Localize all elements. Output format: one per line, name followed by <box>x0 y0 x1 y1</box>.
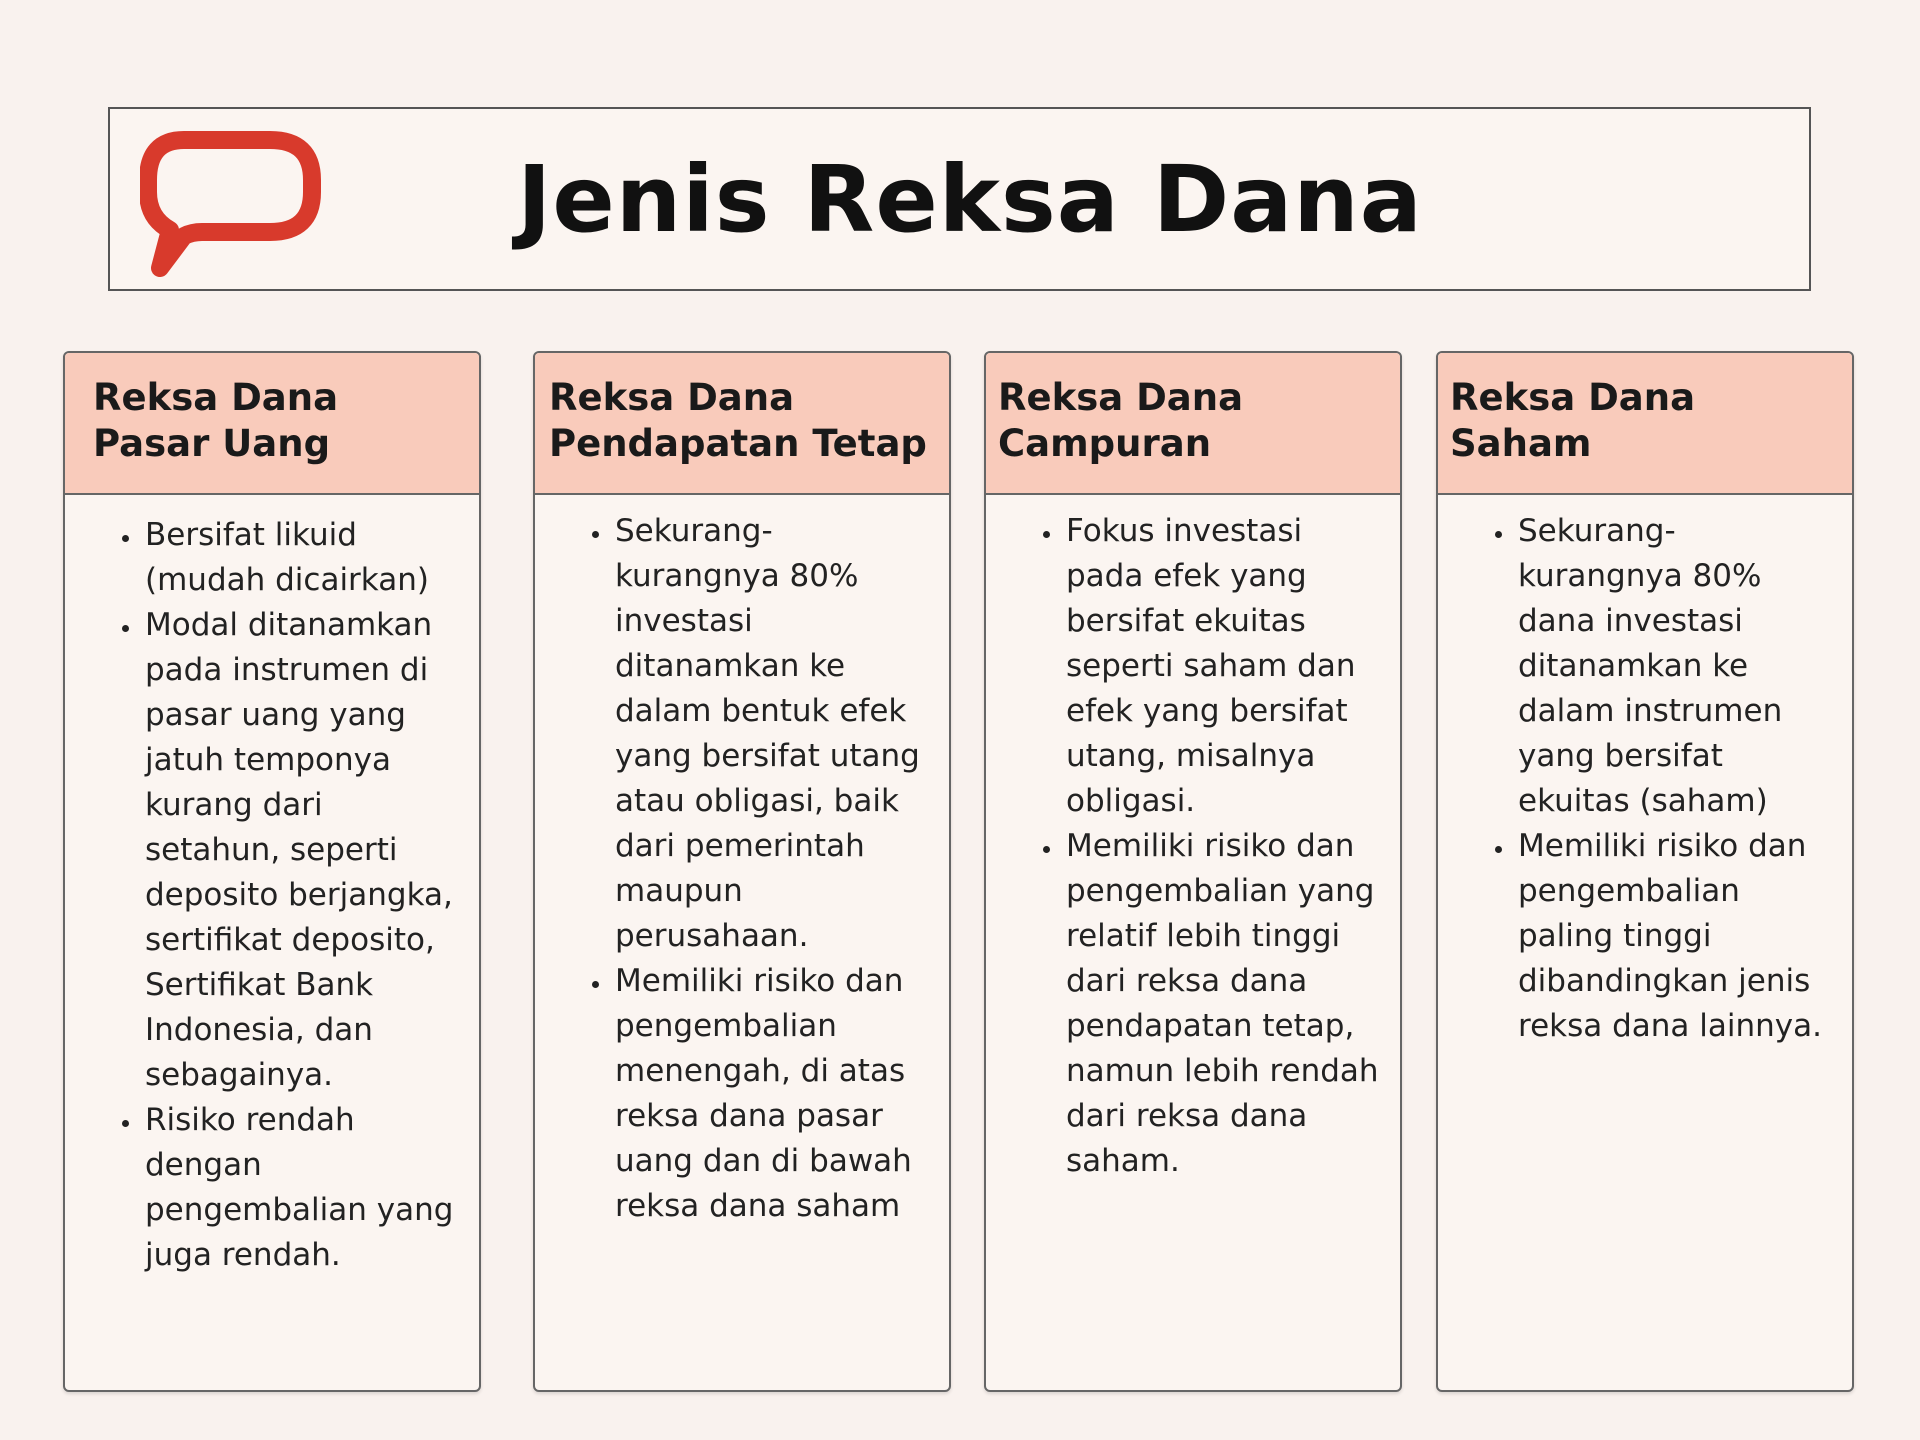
list-item: • Risiko rendah dengan pengembalian yang juga rendah. <box>143 1098 465 1278</box>
card-title-line: Pasar Uang <box>93 422 331 465</box>
card-title-line: Reksa Dana <box>93 376 339 419</box>
card-pendapatan-tetap <box>533 351 951 1392</box>
card-pasar-uang <box>63 351 481 1392</box>
list-item: • Bersifat likuid (mudah dicairkan) <box>143 513 465 603</box>
card-title-line: Reksa Dana <box>549 376 795 419</box>
bullet-list <box>1466 509 1838 1049</box>
list-item: • Fokus investasi pada efek yang bersifat ekuitas seperti saham dan efek yang bersifat utang, misalnya obligasi. <box>1064 509 1386 824</box>
list-item: • Memiliki risiko dan pengembalian yang relatif lebih tinggi dari reksa dana pendapatan tetap, namun lebih rendah dari reksa dana saham. <box>1064 824 1386 1184</box>
card-header <box>535 353 949 495</box>
card-header <box>65 353 479 495</box>
speech-bubble-icon <box>140 118 330 278</box>
list-item: • Sekurang-kurangnya 80% investasi ditanamkan ke dalam bentuk efek yang bersifat utang atau obligasi, baik dari pemerintah maupun perusahaan. <box>613 509 935 959</box>
card-body <box>65 495 479 1278</box>
card-body <box>535 495 949 1229</box>
list-item: • Modal ditanamkan pada instrumen di pasar uang yang jatuh temponya kurang dari setahun, seperti deposito berjangka, sertifikat deposito, Sertifikat Bank Indonesia, dan sebagainya. <box>143 603 465 1098</box>
card-title-line: Saham <box>1450 422 1592 465</box>
card-campuran <box>984 351 1402 1392</box>
card-title-line: Pendapatan Tetap <box>549 422 927 465</box>
list-item: • Sekurang-kurangnya 80% dana investasi ditanamkan ke dalam instrumen yang bersifat ekuitas (saham) <box>1516 509 1838 824</box>
card-title-line: Reksa Dana <box>1450 376 1696 419</box>
card-header <box>986 353 1400 495</box>
page-title: Jenis Reksa Dana <box>517 146 1423 253</box>
bullet-list <box>93 513 465 1278</box>
card-saham <box>1436 351 1854 1392</box>
bullet-list <box>563 509 935 1229</box>
card-title-line: Campuran <box>998 422 1212 465</box>
card-body <box>1438 495 1852 1049</box>
list-item: • Memiliki risiko dan pengembalian menengah, di atas reksa dana pasar uang dan di bawah reksa dana saham <box>613 959 935 1229</box>
bullet-list <box>1014 509 1386 1184</box>
list-item: • Memiliki risiko dan pengembalian paling tinggi dibandingkan jenis reksa dana lainnya. <box>1516 824 1838 1049</box>
card-header <box>1438 353 1852 495</box>
card-body <box>986 495 1400 1184</box>
card-title-line: Reksa Dana <box>998 376 1244 419</box>
